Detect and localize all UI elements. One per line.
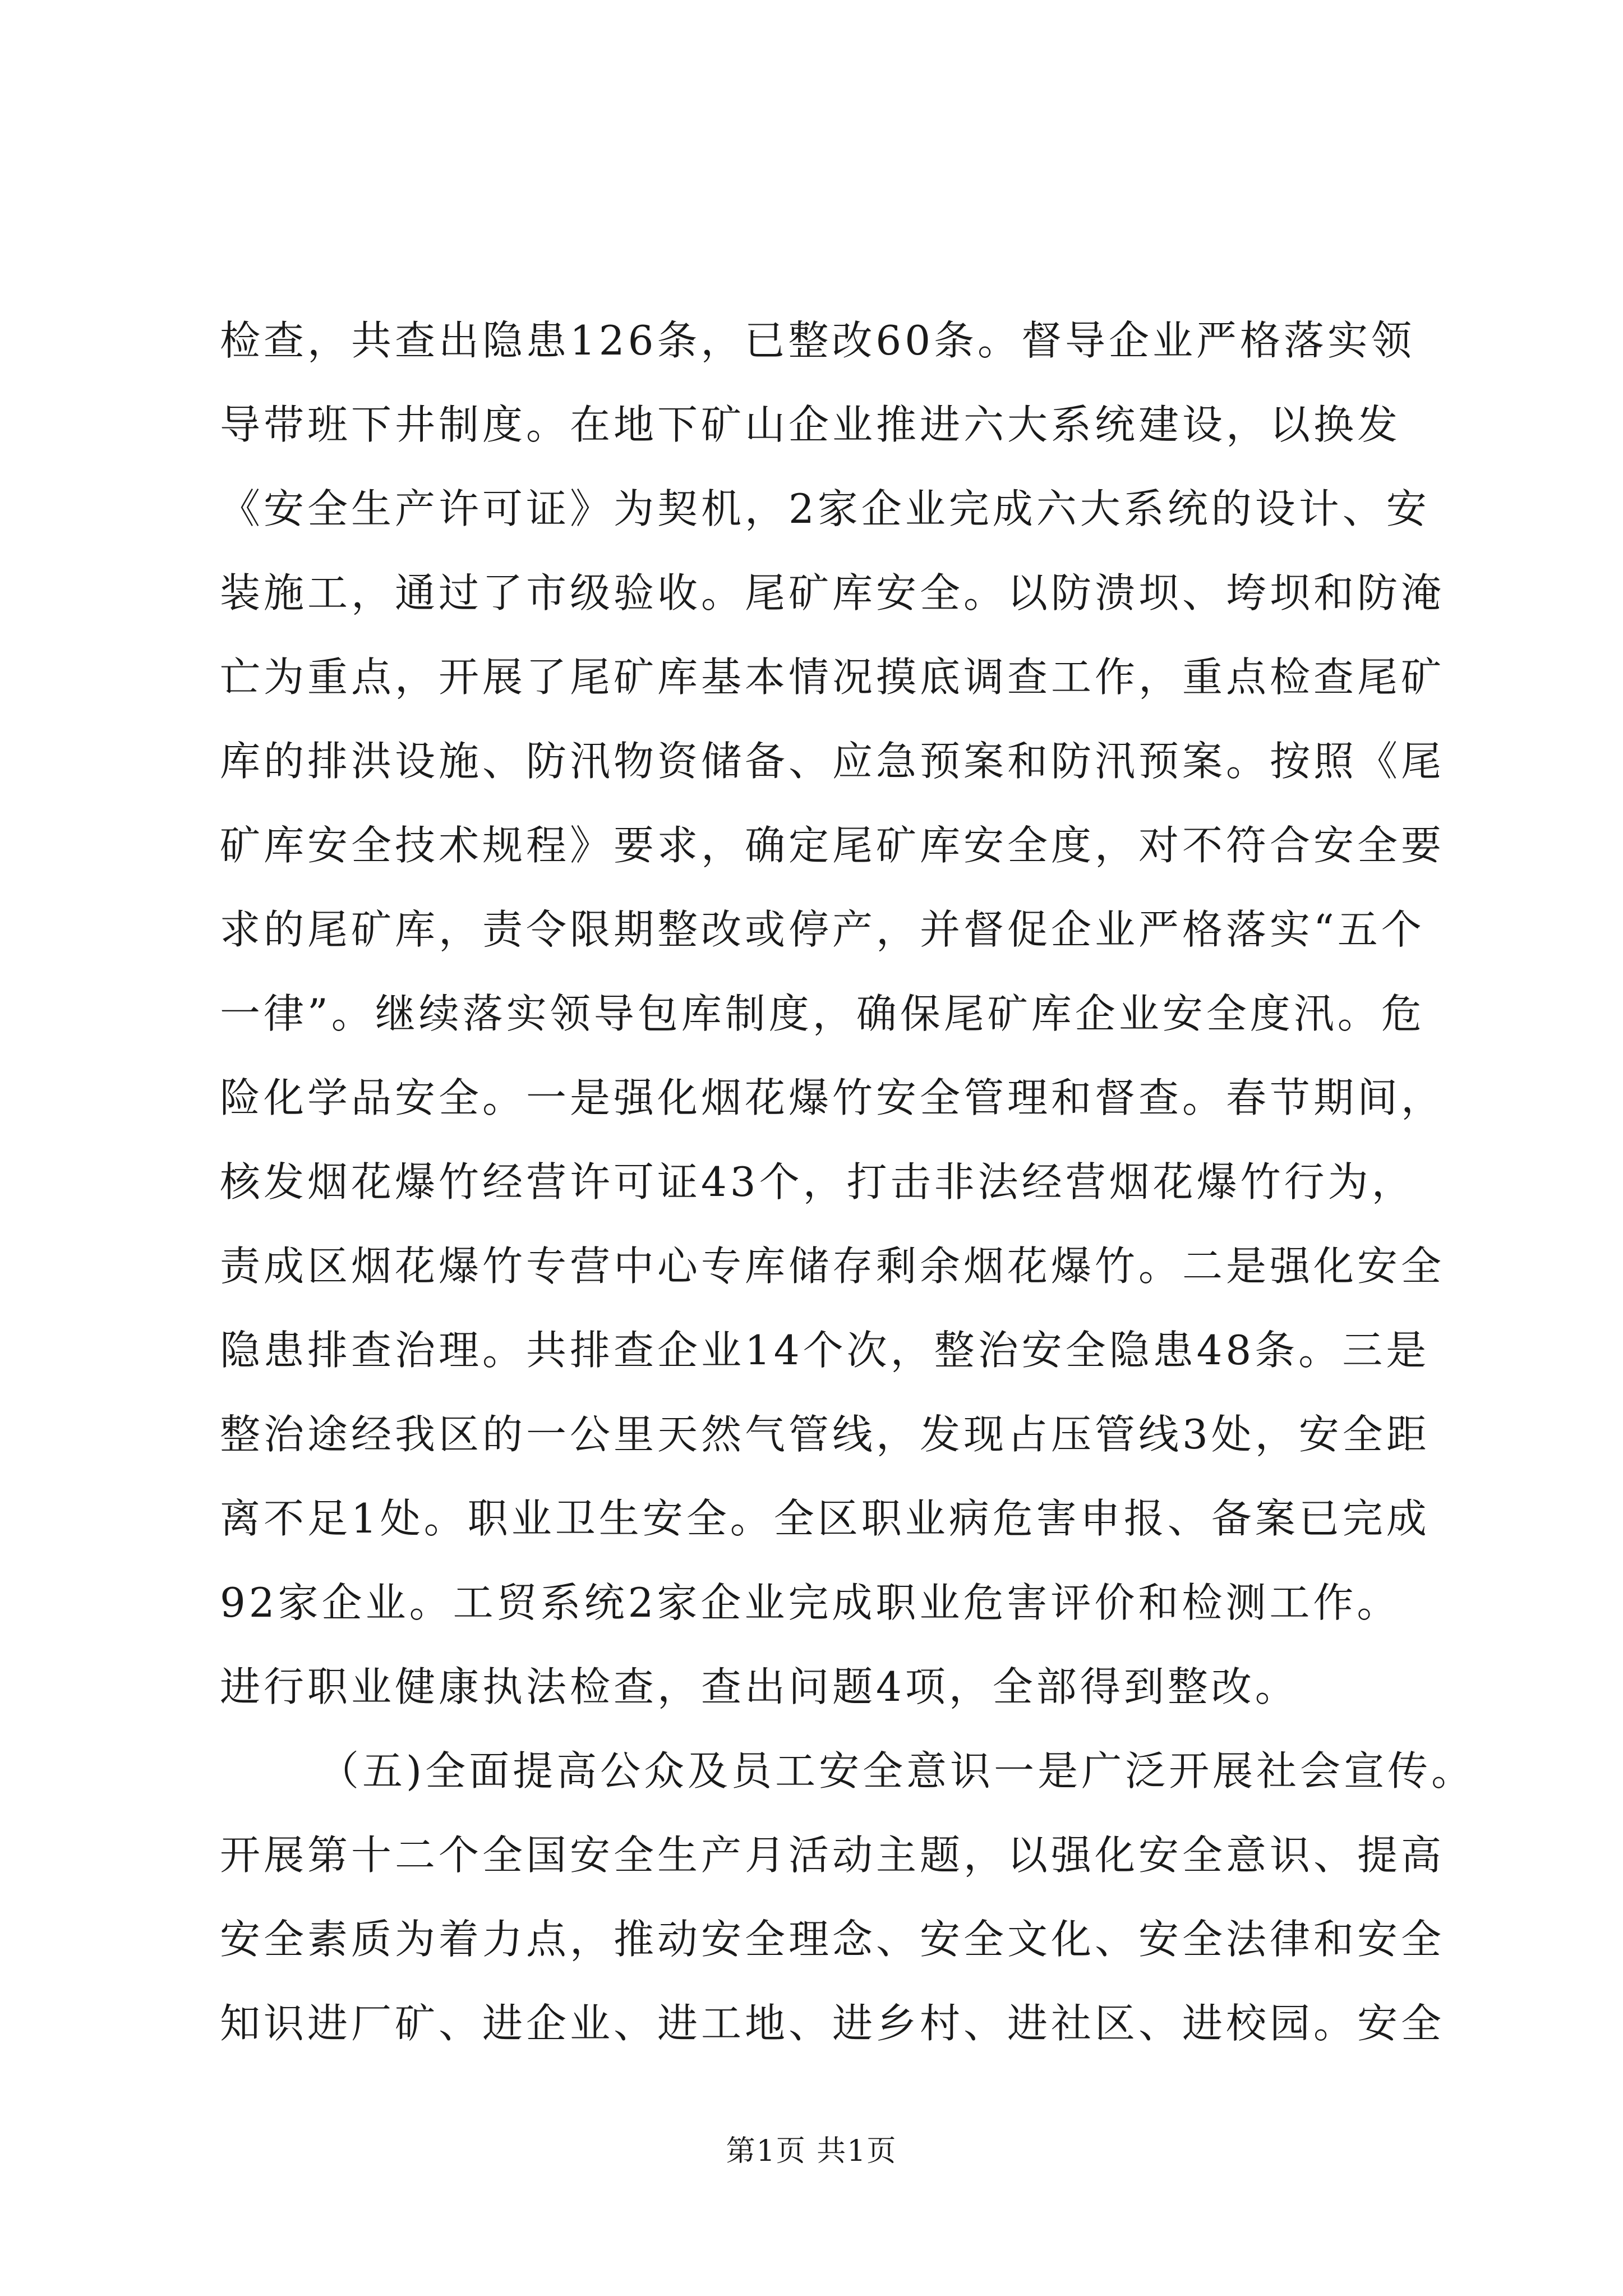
text-line: 险化学品安全。一是强化烟花爆竹安全管理和督查。春节期间， (220, 1074, 1445, 1121)
page-footer: 第1页 共1页 (726, 2134, 897, 2168)
text-line: 开展第十二个全国安全生产月活动主题，以强化安全意识、提高 (220, 1832, 1445, 1879)
text-line: 隐患排查治理。共排查企业14个次，整治安全隐患48条。三是 (220, 1327, 1430, 1374)
text-line: 矿库安全技术规程》要求，确定尾矿库安全度，对不符合安全要 (220, 822, 1445, 869)
text-line: 整治途经我区的一公里天然气管线，发现占压管线3处，安全距 (220, 1411, 1430, 1458)
text-line: 检查，共查出隐患126条，已整改60条。督导企业严格落实领 (220, 317, 1415, 364)
text-line: 知识进厂矿、进企业、进工地、进乡村、进社区、进校园。安全 (220, 2000, 1445, 2047)
body-text (220, 298, 1476, 2065)
text-line: 亡为重点，开展了尾矿库基本情况摸底调查工作，重点检查尾矿 (220, 654, 1445, 701)
text-line: 一律”。继续落实领导包库制度，确保尾矿库企业安全度汛。危 (220, 990, 1425, 1037)
text-line: 导带班下井制度。在地下矿山企业推进六大系统建设，以换发 (220, 401, 1401, 448)
text-line: 核发烟花爆竹经营许可证43个，打击非法经营烟花爆竹行为， (220, 1158, 1415, 1205)
section-heading-line: （五)全面提高公众及员工安全意识一是广泛开展社会宣传。 (319, 1747, 1476, 1795)
text-line: 92家企业。工贸系统2家企业完成职业危害评价和检测工作。 (220, 1579, 1401, 1626)
text-line: 离不足1处。职业卫生安全。全区职业病危害申报、备案已完成 (220, 1495, 1430, 1542)
text-line: 进行职业健康执法检查，查出问题4项，全部得到整改。 (220, 1663, 1299, 1710)
text-line: 求的尾矿库，责令限期整改或停产，并督促企业严格落实“五个 (220, 906, 1425, 953)
text-line: 责成区烟花爆竹专营中心专库储存剩余烟花爆竹。二是强化安全 (220, 1243, 1445, 1290)
text-line: 安全素质为着力点，推动安全理念、安全文化、安全法律和安全 (220, 1916, 1445, 1963)
text-line: 库的排洪设施、防汛物资储备、应急预案和防汛预案。按照《尾 (220, 738, 1445, 785)
text-line: 《安全生产许可证》为契机，2家企业完成六大系统的设计、安 (220, 485, 1430, 532)
text-line: 装施工，通过了市级验收。尾矿库安全。以防溃坝、垮坝和防淹 (220, 569, 1445, 616)
